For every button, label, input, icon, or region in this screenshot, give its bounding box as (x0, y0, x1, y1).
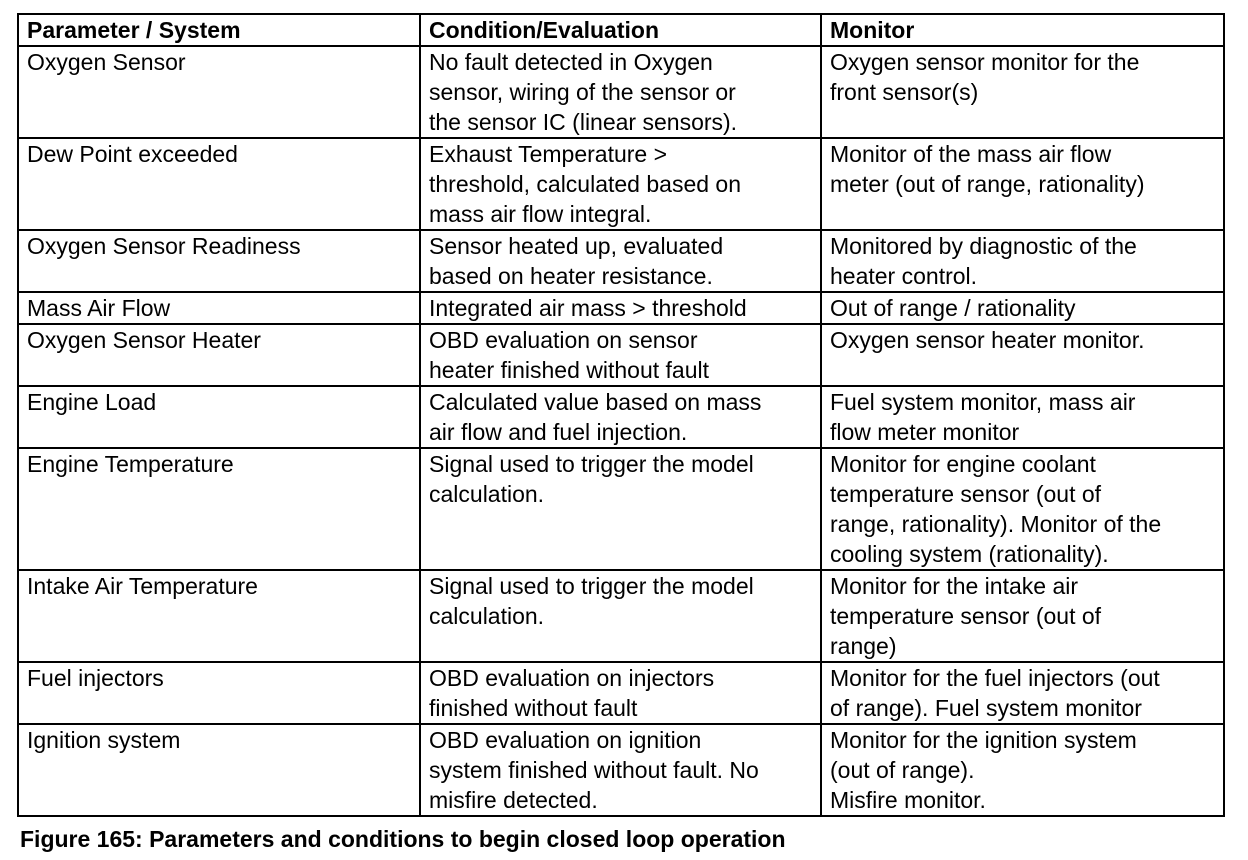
parameter-cell: Oxygen Sensor (18, 46, 420, 138)
parameter-cell: Ignition system (18, 724, 420, 816)
condition-cell: Sensor heated up, evaluated based on heater resistance. (420, 230, 821, 292)
column-header-parameter: Parameter / System (18, 14, 420, 46)
column-header-condition: Condition/Evaluation (420, 14, 821, 46)
parameter-cell: Oxygen Sensor Heater (18, 324, 420, 386)
table-row (18, 230, 1224, 292)
monitor-cell: Monitor for the fuel injectors (out of range). Fuel system monitor (821, 662, 1224, 724)
figure-caption: Figure 165: Parameters and conditions to begin closed loop operation (20, 826, 786, 852)
parameter-cell: Mass Air Flow (18, 292, 420, 324)
table-row (18, 324, 1224, 386)
parameter-cell: Engine Temperature (18, 448, 420, 570)
closed-loop-parameters-table (17, 13, 1225, 817)
table-row (18, 46, 1224, 138)
column-header-monitor: Monitor (821, 14, 1224, 46)
table-row (18, 292, 1224, 324)
condition-cell: Integrated air mass > threshold (420, 292, 821, 324)
table-row (18, 386, 1224, 448)
monitor-cell: Monitor of the mass air flow meter (out of range, rationality) (821, 138, 1224, 230)
condition-cell: OBD evaluation on injectors finished without fault (420, 662, 821, 724)
parameter-cell: Intake Air Temperature (18, 570, 420, 662)
table-row (18, 570, 1224, 662)
condition-cell: OBD evaluation on ignition system finished without fault. No misfire detected. (420, 724, 821, 816)
parameter-cell: Dew Point exceeded (18, 138, 420, 230)
condition-cell: Calculated value based on mass air flow and fuel injection. (420, 386, 821, 448)
table-row (18, 138, 1224, 230)
parameter-cell: Fuel injectors (18, 662, 420, 724)
monitor-cell: Oxygen sensor monitor for the front sensor(s) (821, 46, 1224, 138)
table-header-row (18, 14, 1224, 46)
monitor-cell: Oxygen sensor heater monitor. (821, 324, 1224, 386)
table-row (18, 448, 1224, 570)
monitor-cell: Monitor for the ignition system (out of range). Misfire monitor. (821, 724, 1224, 816)
table-row (18, 662, 1224, 724)
table-row (18, 724, 1224, 816)
parameter-cell: Oxygen Sensor Readiness (18, 230, 420, 292)
condition-cell: Signal used to trigger the model calculation. (420, 570, 821, 662)
parameter-cell: Engine Load (18, 386, 420, 448)
monitor-cell: Monitored by diagnostic of the heater control. (821, 230, 1224, 292)
monitor-cell: Out of range / rationality (821, 292, 1224, 324)
monitor-cell: Monitor for the intake air temperature sensor (out of range) (821, 570, 1224, 662)
monitor-cell: Fuel system monitor, mass air flow meter monitor (821, 386, 1224, 448)
condition-cell: OBD evaluation on sensor heater finished without fault (420, 324, 821, 386)
condition-cell: Exhaust Temperature > threshold, calculated based on mass air flow integral. (420, 138, 821, 230)
condition-cell: No fault detected in Oxygen sensor, wiring of the sensor or the sensor IC (linear sensors). (420, 46, 821, 138)
condition-cell: Signal used to trigger the model calculation. (420, 448, 821, 570)
monitor-cell: Monitor for engine coolant temperature sensor (out of range, rationality). Monitor of the cooling system (rationality). (821, 448, 1224, 570)
